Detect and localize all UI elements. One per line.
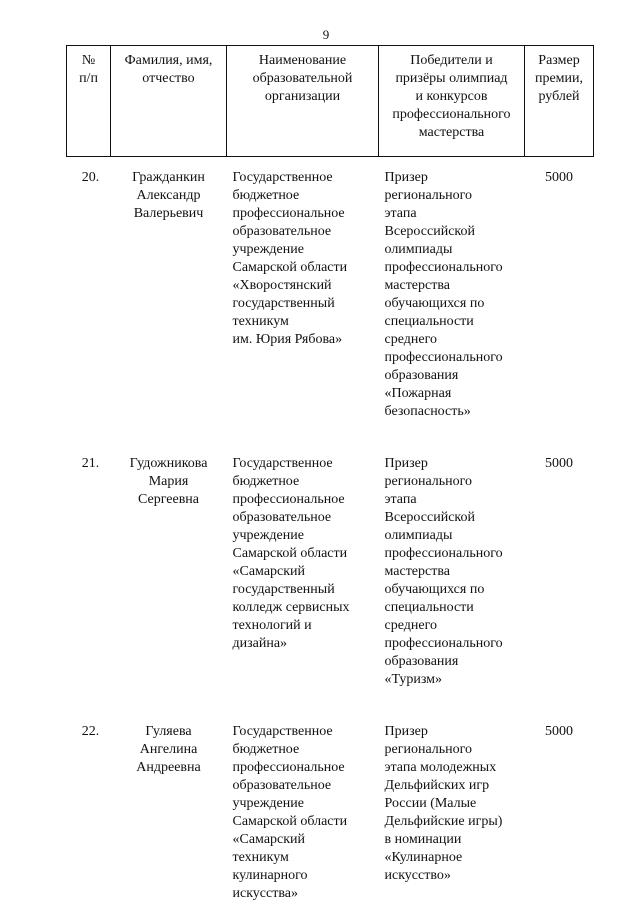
row-organization: Государственное бюджетное профессиональное образовательное учреждение Самарской области «Самарский государственный колледж сервисных технологий и дизайна» [232,456,350,651]
page-number: 9 [322,27,330,42]
row-award: Призер регионального этапа Всероссийской олимпиады профессионального мастерства обучающихся по специальности среднего профессионального образования «Туризм» [384,456,503,687]
row-full-name: Гражданкин Александр Валерьевич [132,170,205,221]
row-spacer [67,689,594,723]
row-organization: Государственное бюджетное профессиональное образовательное учреждение Самарской области «Хворостянский государственный техникум им. Юрия Рябова» [232,170,348,347]
table-row [67,157,594,422]
awards-table [66,45,594,903]
row-prize: 5000 [545,456,573,471]
header-award: Победители и призёры олимпиад и конкурсов профессионального мастерства [379,46,525,157]
row-full-name: Гуляева Ангелина Андреевна [136,724,201,775]
row-number: 22. [81,724,100,739]
header-organization: Наименование образовательной организации [227,46,379,157]
header-number: № п/п [67,46,111,157]
row-full-name: Гудожникова Мария Сергеевна [129,456,208,507]
table-row [67,455,594,689]
table-header-row [67,46,594,157]
row-prize: 5000 [545,170,573,185]
row-award: Призер регионального этапа молодежных Дельфийских игр России (Малые Дельфийские игры) в номинации «Кулинарное искусство» [384,724,503,883]
row-number: 20. [81,170,100,185]
row-spacer [67,421,594,455]
row-organization: Государственное бюджетное профессиональное образовательное учреждение Самарской области «Самарский техникум кулинарного искусства» [232,724,348,901]
header-full-name: Фамилия, имя, отчество [111,46,227,157]
table-row [67,723,594,903]
header-prize-amount: Размер премии, рублей [525,46,594,157]
row-prize: 5000 [545,724,573,739]
row-award: Призер регионального этапа Всероссийской олимпиады профессионального мастерства обучающихся по специальности среднего профессионального образования «Пожарная безопасность» [384,170,503,419]
row-number: 21. [81,456,100,471]
